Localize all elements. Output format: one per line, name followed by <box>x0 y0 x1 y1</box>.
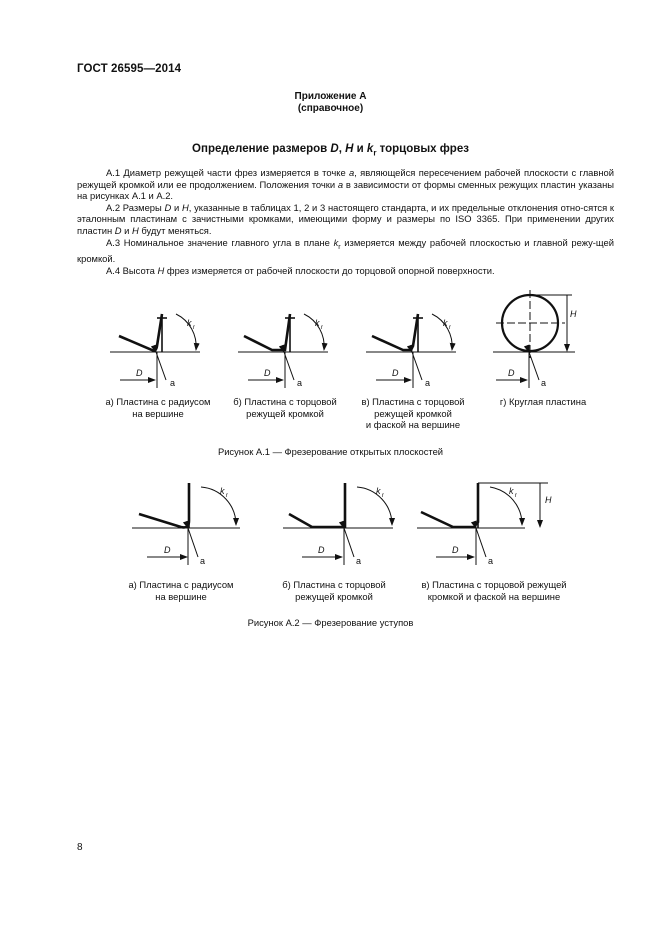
p4-h: Н <box>157 264 165 276</box>
p1-a2: а <box>337 178 344 190</box>
fig1a-k-label: k <box>187 318 192 328</box>
figure-a2-drawings <box>0 476 661 576</box>
fig1a-k-sub: r <box>193 325 195 331</box>
fig2a-caption-line1: а) Пластина с радиусом <box>128 579 234 590</box>
fig2-labels <box>164 486 552 566</box>
p3-t1: А.3 Номинальное значение главного угла в плане <box>106 236 334 248</box>
fig2b-caption-line2: режущей кромкой <box>295 590 373 602</box>
fig1d-caption <box>481 396 605 408</box>
fig1-labels <box>136 309 577 388</box>
fig2a-d-label: D <box>164 545 171 555</box>
p1-t1: А.1 Диаметр режущей части фрез измеряется в точке <box>106 167 349 178</box>
fig1b-a-label: a <box>297 378 303 388</box>
fig1c-a-label: a <box>425 378 431 388</box>
appendix-subtitle: (справочное) <box>297 103 364 114</box>
fig1b-k-label: k <box>315 318 320 328</box>
paragraph-a3 <box>77 237 614 265</box>
p2-t2: и <box>171 201 182 213</box>
fig1b-k-sub: r <box>321 325 323 331</box>
fig2c-caption-line2: кромкой и фаской на вершине <box>427 590 561 602</box>
fig1a-caption-line2: на вершине <box>132 407 184 419</box>
fig1a-d-label: D <box>136 368 143 378</box>
fig1b-caption <box>223 396 347 419</box>
section-title-sep1: , <box>338 143 346 155</box>
p2-h: Н <box>181 201 189 213</box>
p2-d2: D <box>114 224 122 236</box>
fig2c-k-sub: r <box>515 493 517 499</box>
paragraph-a2 <box>77 202 614 237</box>
fig1a-caption-line1: а) Пластина с радиусом <box>105 396 211 407</box>
fig1b-d-label: D <box>264 368 271 378</box>
fig2b-caption-line1: б) Пластина с торцовой <box>282 579 386 590</box>
fig2c-caption-line1: в) Пластина с торцовой режущей <box>421 579 567 590</box>
page-number: 8 <box>77 842 83 853</box>
fig1c-caption-line2: режущей кромкой <box>374 407 452 419</box>
figure2-title: Рисунок А.2 — Фрезерование уступов <box>247 617 414 628</box>
p4-t1: А.4 Высота <box>106 264 158 276</box>
fig1d-drawing <box>493 290 575 388</box>
p2-t3: , указанные в таблицах 1, 2 и 3 настоящего стандарта, и их предельные отклонения отно-сятся к эталонным пластинам с зачистными кромками, имеющими форму и размеры по ISO 3365. При применении других пластин <box>77 201 614 236</box>
p1-t2: , являющейся пересечением рабочей плоскости с главной режущей кромкой или ее продолжением. Положения точки <box>77 167 614 190</box>
fig1c-d-label: D <box>392 368 399 378</box>
p2-d: D <box>164 201 172 213</box>
figure-a1-drawings <box>0 286 661 396</box>
p2-t1: А.2 Размеры <box>106 201 165 213</box>
fig1c-caption-line3: и фаской на вершине <box>365 419 461 431</box>
fig1d-a-label: a <box>541 378 547 388</box>
figure1-title: Рисунок А.1 — Фрезерование открытых плоскостей <box>217 446 444 457</box>
p4-t2: фрез измеряется от рабочей плоскости до торцовой опорной поверхности. <box>164 264 495 276</box>
fig2c-h-label: H <box>545 495 552 505</box>
fig1c-k-label: k <box>443 318 448 328</box>
fig2a-caption <box>115 579 247 602</box>
fig1c-caption <box>351 396 475 431</box>
section-title-k-sub: r <box>373 148 377 158</box>
fig2c-drawing <box>417 483 548 565</box>
section-title-prefix: Определение размеров <box>192 143 331 155</box>
fig1d-h-label: H <box>570 309 577 319</box>
fig2a-k-sub: r <box>226 493 228 499</box>
section-title <box>0 143 661 157</box>
body-text <box>77 167 614 276</box>
fig2a-k-label: k <box>220 486 225 496</box>
fig2b-k-sub: r <box>382 493 384 499</box>
paragraph-a1 <box>77 167 614 202</box>
fig2c-d-label: D <box>452 545 459 555</box>
fig2c-caption <box>406 579 582 602</box>
p3-ksub: r <box>338 243 341 251</box>
appendix-heading <box>0 91 661 115</box>
section-title-k: k <box>366 143 374 155</box>
fig2b-k-label: k <box>376 486 381 496</box>
fig1d-d-label: D <box>508 368 515 378</box>
p1-t3: в зависимости от формы сменных режущих пластин указаны на рисунках А.1 и А.2. <box>77 178 614 202</box>
paragraph-a4 <box>77 265 614 277</box>
fig1c-k-sub: r <box>449 325 451 331</box>
fig1b-caption-line1: б) Пластина с торцовой <box>233 396 337 407</box>
fig2c-k-label: k <box>509 486 514 496</box>
fig2a-caption-line2: на вершине <box>155 590 207 602</box>
p2-h2: Н <box>132 224 139 236</box>
p2-t5: будут меняться. <box>138 224 212 236</box>
fig1d-caption-line1: г) Круглая пластина <box>499 396 587 407</box>
fig2b-d-label: D <box>318 545 325 555</box>
document-id: ГОСТ 26595—2014 <box>77 63 182 75</box>
fig2a-a-label: a <box>200 556 206 566</box>
fig1b-caption-line2: режущей кромкой <box>246 407 324 419</box>
section-title-sep2: и <box>353 143 367 155</box>
p2-t4: и <box>121 224 132 236</box>
fig1a-a-label: a <box>170 378 176 388</box>
p3-k: k <box>333 236 339 248</box>
fig2b-a-label: a <box>356 556 362 566</box>
section-title-suffix: торцовых фрез <box>376 143 469 155</box>
appendix-title: Приложение А <box>294 91 367 102</box>
fig2c-a-label: a <box>488 556 494 566</box>
section-title-h: H <box>345 143 354 155</box>
fig2b-caption <box>268 579 400 602</box>
fig1c-caption-line1: в) Пластина с торцовой <box>361 396 465 407</box>
p3-t2: измеряется между рабочей плоскостью и главной режу-щей кромкой. <box>77 236 614 265</box>
p1-a: а <box>349 167 355 178</box>
fig1a-caption <box>96 396 220 419</box>
section-title-d: D <box>330 143 339 155</box>
